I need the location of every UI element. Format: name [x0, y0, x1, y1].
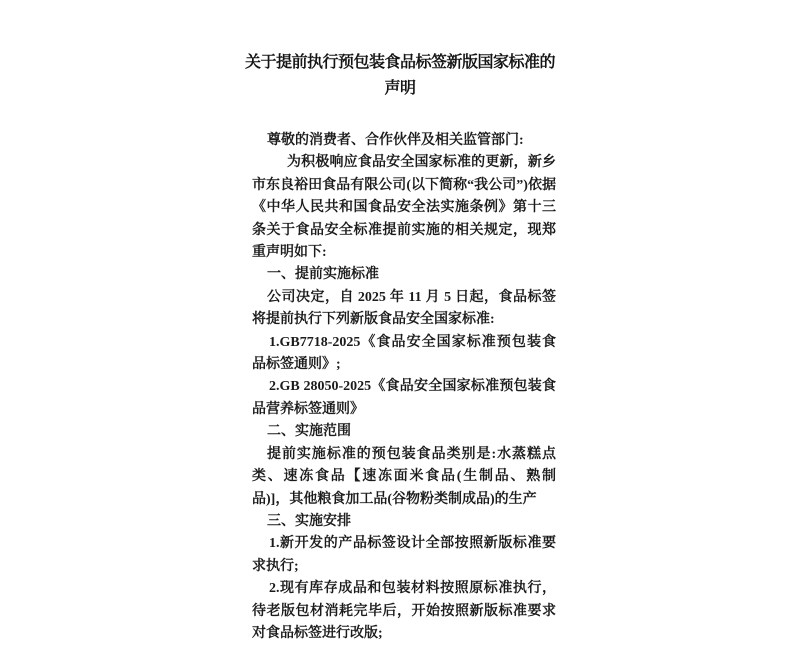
- document-title-line1: 关于提前执行预包装食品标签新版国家标准的: [244, 54, 555, 71]
- salutation-line: 尊敬的消费者、合作伙伴及相关监管部门:: [267, 133, 524, 148]
- document-title: [240, 50, 560, 102]
- arrangement-item-1: 1.新开发的产品标签设计全部按照新版标准要求执行;: [252, 536, 556, 574]
- section-2-heading: 二、实施范围: [267, 424, 351, 440]
- section-3-heading: 三、实施安排: [267, 513, 351, 529]
- standard-item-1: 1.GB7718-2025《食品安全国家标准预包装食品标签通则》;: [252, 334, 556, 373]
- intro-paragraph: 为积极响应食品安全国家标准的更新，新乡市东良裕田食品有限公司(以下简称“我公司”)依据《中华人民共和国食品安全法实施条例》第十三条关于食品安全标准提前实施的相关规定，现郑重声明如下:: [252, 155, 556, 261]
- scope-paragraph: 提前实施标准的预包装食品类别是:水蒸糕点类、速冻食品【速冻面米食品(生制品、熟制品)]，其他粮食加工品(谷物粉类制成品)的生产: [252, 446, 556, 507]
- standard-item-2: 2.GB 28050-2025《食品安全国家标准预包装食品营养标签通则》: [252, 379, 556, 417]
- section-1-heading: 一、提前实施标准: [267, 267, 379, 283]
- document-title-line2: 声明: [384, 80, 416, 97]
- document-body: [252, 130, 556, 645]
- section-1-body: 公司决定，自 2025 年 11 月 5 日起，食品标签将提前执行下列新版食品安全国家标准:: [252, 289, 556, 328]
- arrangement-item-2: 2.现有库存成品和包装材料按照原标准执行，待老版包材消耗完毕后，开始按照新版标准要求对食品标签进行改版;: [252, 581, 556, 641]
